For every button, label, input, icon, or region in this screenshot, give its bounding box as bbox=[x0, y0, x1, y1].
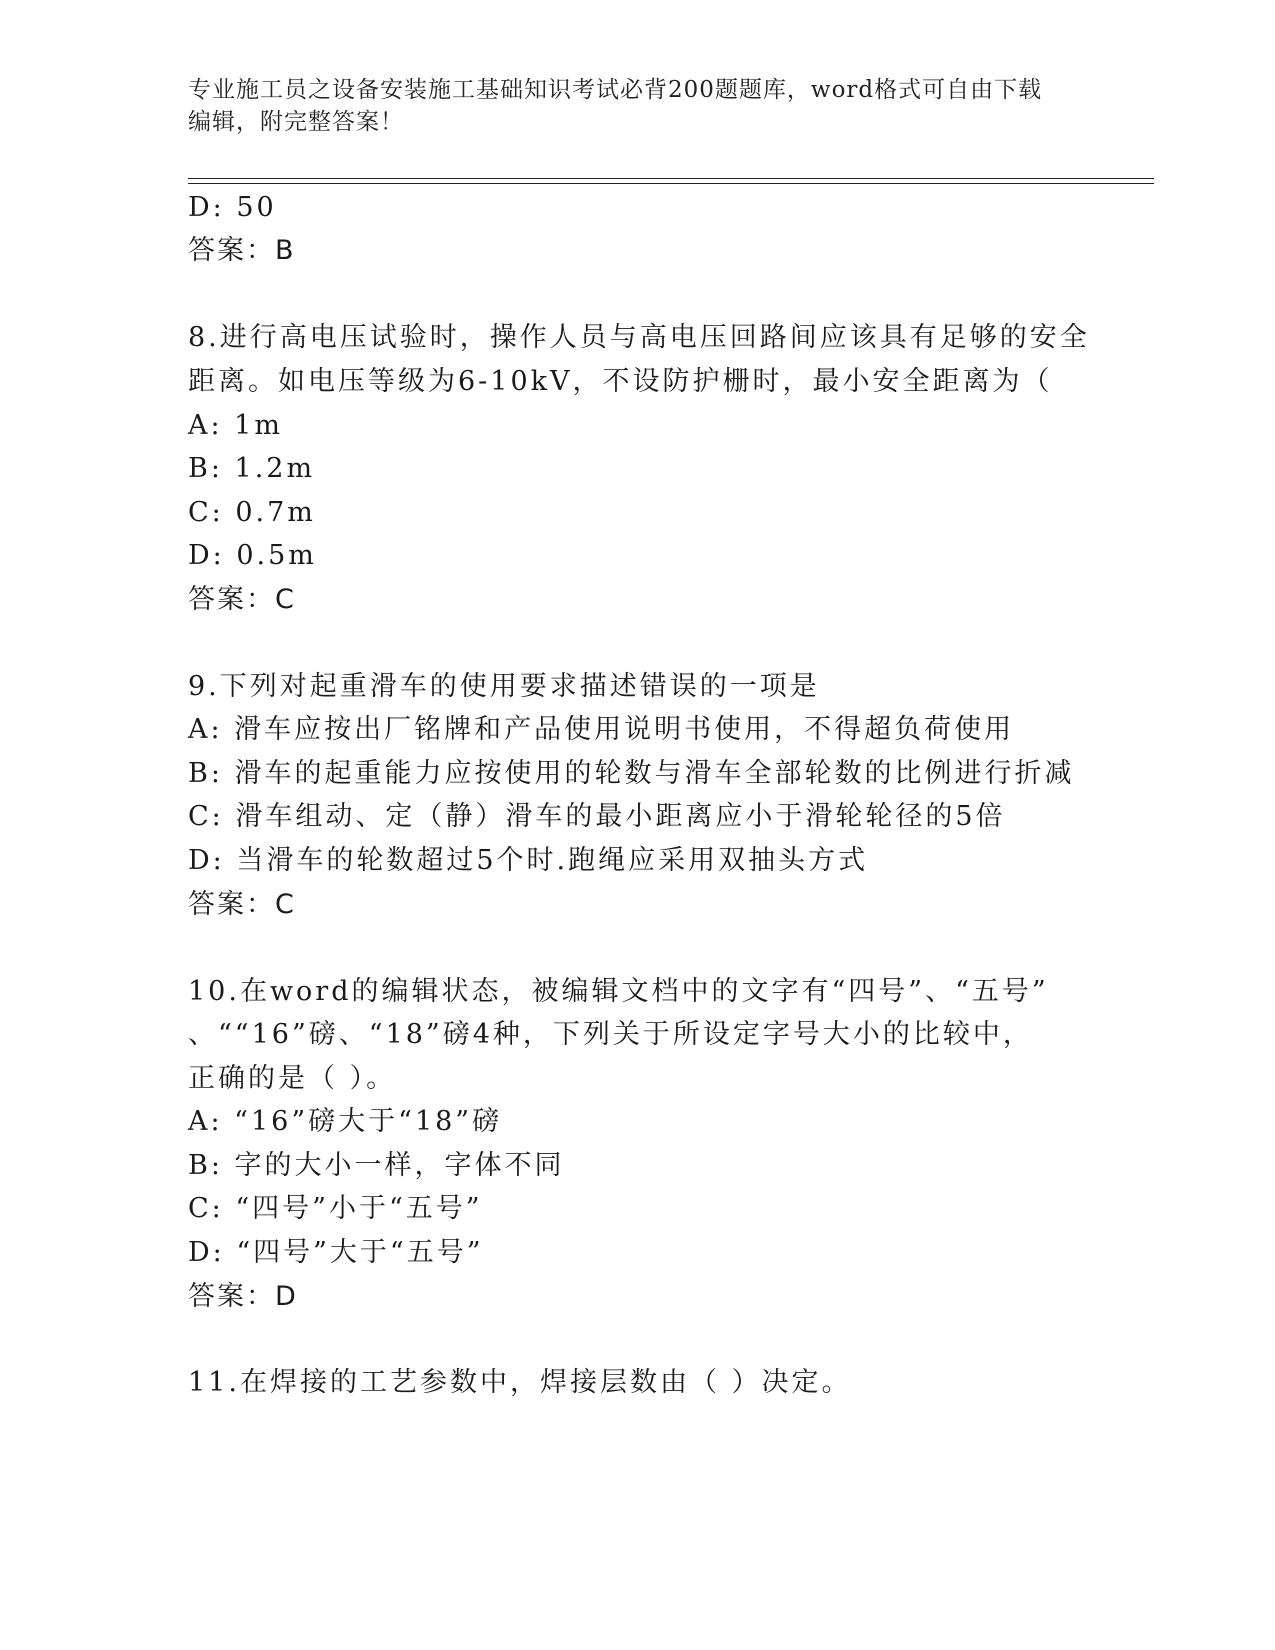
q8-answer: 答案：C bbox=[188, 584, 296, 615]
prev-answer: 答案：B bbox=[188, 235, 296, 266]
q9-option-d: D: 当滑车的轮数超过5个时.跑绳应采用双抽头方式 bbox=[188, 845, 869, 876]
q10-stem-line3: 正确的是（ ）。 bbox=[188, 1063, 397, 1094]
q9-option-b: B: 滑车的起重能力应按使用的轮数与滑车全部轮数的比例进行折减 bbox=[188, 758, 1075, 789]
q9-stem-line1: 9.下列对起重滑车的使用要求描述错误的一项是 bbox=[188, 671, 820, 702]
q8-option-c: C: 0.7m bbox=[188, 497, 316, 528]
q9-option-a: A: 滑车应按出厂铭牌和产品使用说明书使用，不得超负荷使用 bbox=[188, 714, 1015, 745]
header-title-line2: 编辑，附完整答案！ bbox=[188, 109, 404, 135]
q10-option-a: A: “16”磅大于“18”磅 bbox=[188, 1106, 503, 1137]
q8-option-b: B: 1.2m bbox=[188, 453, 316, 484]
q10-option-d: D: “四号”大于“五号” bbox=[188, 1237, 484, 1268]
header-divider-top bbox=[188, 178, 1154, 179]
q11-stem-line1: 11.在焊接的工艺参数中，焊接层数由（ ）决定。 bbox=[188, 1367, 852, 1398]
q10-option-b: B: 字的大小一样，字体不同 bbox=[188, 1150, 565, 1181]
q9-answer: 答案：C bbox=[188, 889, 296, 920]
page-header bbox=[188, 74, 1068, 138]
q10-stem-line2: 、““16”磅、“18”磅4种，下列关于所设定字号大小的比较中， bbox=[188, 1019, 1033, 1050]
header-title-line1: 专业施工员之设备安装施工基础知识考试必背200题题库，word格式可自由下载 bbox=[188, 77, 1043, 103]
q9-option-c: C: 滑车组动、定（静）滑车的最小距离应小于滑轮轮径的5倍 bbox=[188, 801, 1006, 832]
q10-answer: 答案：D bbox=[188, 1281, 298, 1312]
q8-stem-line1: 8.进行高电压试验时，操作人员与高电压回路间应该具有足够的安全 bbox=[188, 322, 1090, 353]
q8-stem-line2: 距离。如电压等级为6-10kV，不设防护栅时，最小安全距离为（ bbox=[188, 366, 1053, 397]
q8-option-a: A: 1m bbox=[188, 410, 283, 441]
prev-option-d: D: 50 bbox=[188, 192, 277, 223]
q10-option-c: C: “四号”小于“五号” bbox=[188, 1193, 483, 1224]
q10-stem-line1: 10.在word的编辑状态，被编辑文档中的文字有“四号”、“五号” bbox=[188, 976, 1049, 1007]
header-divider-bottom bbox=[188, 183, 1154, 184]
q8-option-d: D: 0.5m bbox=[188, 540, 317, 571]
